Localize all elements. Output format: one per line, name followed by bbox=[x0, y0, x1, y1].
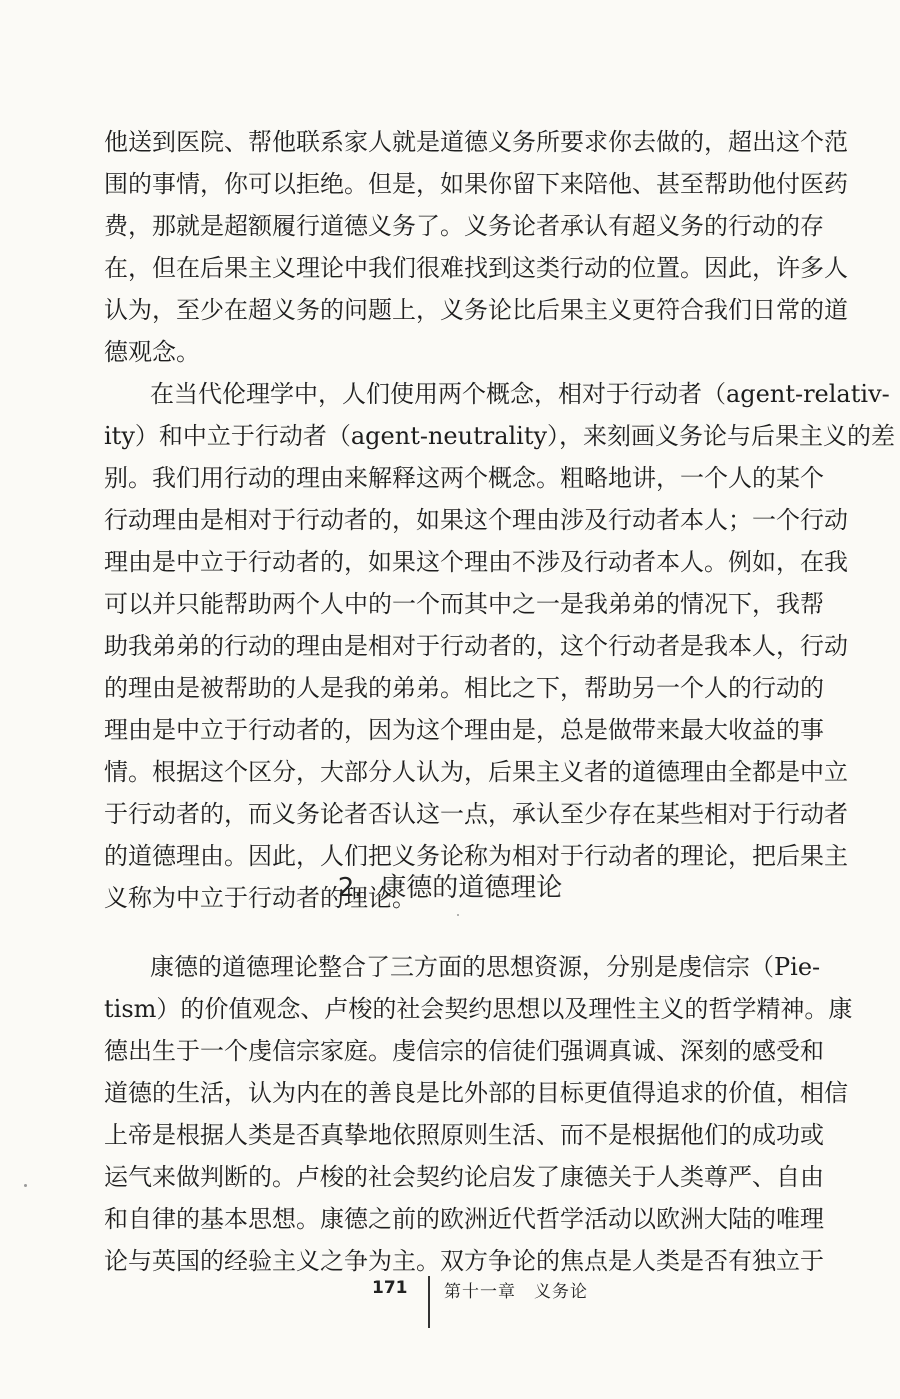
paragraph-line: 的道德理由。因此，人们把义务论称为相对于行动者的理论，把后果主 bbox=[104, 842, 848, 870]
paragraph-line: 德观念。 bbox=[104, 338, 200, 366]
paragraph-line: 认为，至少在超义务的问题上，义务论比后果主义更符合我们日常的道 bbox=[104, 296, 848, 324]
paragraph-line: 运气来做判断的。卢梭的社会契约论启发了康德关于人类尊严、自由 bbox=[104, 1163, 824, 1191]
paragraph-line: 行动理由是相对于行动者的，如果这个理由涉及行动者本人；一个行动 bbox=[104, 506, 848, 534]
paragraph-line: 可以并只能帮助两个人中的一个而其中之一是我弟弟的情况下，我帮 bbox=[104, 590, 824, 618]
paragraph-line: 道德的生活，认为内在的善良是比外部的目标更值得追求的价值，相信 bbox=[104, 1079, 848, 1107]
chapter-title: 第十一章 义务论 bbox=[444, 1282, 588, 1302]
paragraph-line: 费，那就是超额履行道德义务了。义务论者承认有超义务的行动的存 bbox=[104, 212, 824, 240]
paragraph-line: 别。我们用行动的理由来解释这两个概念。粗略地讲，一个人的某个 bbox=[104, 464, 824, 492]
paragraph-line: ity）和中立于行动者（agent-neutrality），来刻画义务论与后果主义的差 bbox=[104, 422, 896, 450]
paragraph-line: 助我弟弟的行动的理由是相对于行动者的，这个行动者是我本人，行动 bbox=[104, 632, 848, 660]
paragraph-line: 围的事情，你可以拒绝。但是，如果你留下来陪他、甚至帮助他付医药 bbox=[104, 170, 848, 198]
paragraph-line: 论与英国的经验主义之争为主。双方争论的焦点是人类是否有独立于 bbox=[104, 1247, 824, 1275]
paragraph-line: 他送到医院、帮他联系家人就是道德义务所要求你去做的，超出这个范 bbox=[104, 128, 848, 156]
footer-divider bbox=[428, 1276, 430, 1328]
paragraph-line: 理由是中立于行动者的，因为这个理由是，总是做带来最大收益的事 bbox=[104, 716, 824, 744]
paragraph-line: 上帝是根据人类是否真挚地依照原则生活、而不是根据他们的成功或 bbox=[104, 1121, 824, 1149]
section-heading: 2．康德的道德理论 bbox=[337, 873, 563, 903]
paragraph-line: tism）的价值观念、卢梭的社会契约思想以及理性主义的哲学精神。康 bbox=[104, 995, 853, 1023]
paragraph-line: 在，但在后果主义理论中我们很难找到这类行动的位置。因此，许多人 bbox=[104, 254, 848, 282]
paragraph-line: 情。根据这个区分，大部分人认为，后果主义者的道德理由全都是中立 bbox=[104, 758, 848, 786]
paragraph-line: 和自律的基本思想。康德之前的欧洲近代哲学活动以欧洲大陆的唯理 bbox=[104, 1205, 824, 1233]
paragraph-line: 在当代伦理学中，人们使用两个概念，相对于行动者（agent-relativ- bbox=[150, 380, 890, 408]
paragraph-line: 义称为中立于行动者的理论。 bbox=[104, 884, 416, 912]
scan-speck bbox=[457, 914, 459, 916]
page-footer bbox=[0, 1274, 900, 1314]
page-number: 171 bbox=[372, 1278, 408, 1298]
paragraph-line: 康德的道德理论整合了三方面的思想资源，分别是虔信宗（Pie- bbox=[150, 953, 821, 981]
scan-speck bbox=[24, 1184, 27, 1187]
paragraph-line: 的理由是被帮助的人是我的弟弟。相比之下，帮助另一个人的行动的 bbox=[104, 674, 824, 702]
paragraph-line: 理由是中立于行动者的，如果这个理由不涉及行动者本人。例如，在我 bbox=[104, 548, 848, 576]
paragraph-line: 于行动者的，而义务论者否认这一点，承认至少存在某些相对于行动者 bbox=[104, 800, 848, 828]
paragraph-line: 德出生于一个虔信宗家庭。虔信宗的信徒们强调真诚、深刻的感受和 bbox=[104, 1037, 824, 1065]
